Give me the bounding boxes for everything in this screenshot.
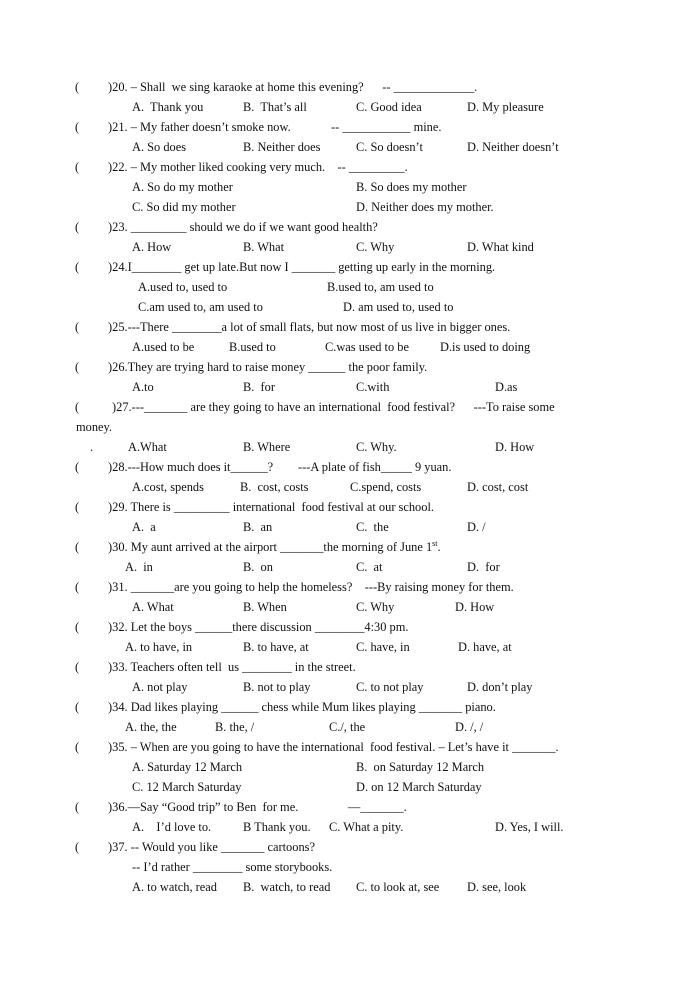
option-b: B. for [243,380,276,394]
question-21 [0,117,696,137]
question-stem: )24.I________ get up late.But now I _______ getting up early in the morning. [108,260,496,274]
option-b: B. That’s all [243,100,307,114]
option-c: C. Why [356,600,395,614]
option-c: C. to look at, see [356,880,440,894]
stem-text: )30. My aunt arrived at the airport _______the morning of June 1 [108,540,433,554]
option-a: A. the, the [125,720,177,734]
question-27 [0,397,696,417]
option-b: B. cost, costs [240,480,309,494]
options-row [0,197,696,217]
option-d: D. How [495,440,535,454]
option-b: B.used to, am used to [327,280,434,294]
option-a: A. Thank you [132,100,204,114]
question-stem: )21. – My father doesn’t smoke now. -- ___________ mine. [108,120,442,134]
option-a: A.cost, spends [132,480,204,494]
answer-blank: ( [75,580,80,594]
question-20 [0,77,696,97]
answer-blank: ( [75,80,80,94]
option-a: A. not play [132,680,188,694]
option-c: C. Why. [356,440,397,454]
option-b: B. Where [243,440,291,454]
option-a: A.to [132,380,154,394]
option-d: D.is used to doing [440,340,531,354]
question-stem: )36.—Say “Good trip” to Ben for me. —_______. [108,800,407,814]
options-row [0,817,696,837]
options-row [0,477,696,497]
option-d: D. / [467,520,486,534]
answer-blank: ( [75,840,80,854]
option-a: A. What [132,600,174,614]
question-37 [0,837,696,857]
superscript: st [432,538,438,548]
reply-line: -- I’d rather ________ some storybooks. [132,860,333,874]
option-d: D. What kind [467,240,534,254]
question-26 [0,357,696,377]
answer-blank: ( [75,540,80,554]
question-30 [0,537,696,557]
option-a: A.used to, used to [138,280,228,294]
option-b: B. What [243,240,285,254]
answer-blank: ( [75,660,80,674]
question-34 [0,697,696,717]
question-stem-second-line [0,857,696,877]
stray-dot: . [90,440,94,454]
option-d: D. for [467,560,500,574]
question-33 [0,657,696,677]
option-d: D. Yes, I will. [495,820,564,834]
option-c: C./, the [329,720,366,734]
question-stem: )34. Dad likes playing ______ chess while Mum likes playing _______ piano. [108,700,496,714]
options-row [0,637,696,657]
question-28 [0,457,696,477]
option-c: C. Good idea [356,100,422,114]
question-stem: )27.---_______ are they going to have an international food festival? ---To raise some [112,400,555,414]
question-stem: )32. Let the boys ______there discussion ________4:30 pm. [108,620,409,634]
option-d: D. /, / [455,720,484,734]
option-d: D. see, look [467,880,527,894]
option-c: C.am used to, am used to [138,300,263,314]
answer-blank: ( [75,740,80,754]
option-d: D. How [455,600,495,614]
option-a: A. to watch, read [132,880,217,894]
option-a: A. I’d love to. [132,820,212,834]
answer-blank: ( [75,120,80,134]
option-c: C. So doesn’t [356,140,423,154]
option-c: C. the [356,520,389,534]
option-d: D. My pleasure [467,100,544,114]
answer-blank: ( [75,700,80,714]
options-row [0,237,696,257]
option-d: D. on 12 March Saturday [356,780,482,794]
options-row [0,517,696,537]
answer-blank: ( [75,260,80,274]
question-stem [108,537,441,557]
option-a: A. So does [132,140,187,154]
option-b: B. Neither does [243,140,321,154]
question-stem: )20. – Shall we sing karaoke at home this evening? -- _____________. [108,80,478,94]
option-c: C. at [356,560,383,574]
question-stem-wrap [0,417,696,437]
option-b: B Thank you. [243,820,311,834]
option-c: C. What a pity. [329,820,404,834]
question-stem: )37. -- Would you like _______ cartoons? [108,840,315,854]
question-25 [0,317,696,337]
options-row [0,277,696,297]
answer-blank: ( [75,320,80,334]
option-d: D. Neither does my mother. [356,200,494,214]
option-d: D.as [495,380,518,394]
options-row [0,677,696,697]
question-stem: )25.---There ________a lot of small flats, but now most of us live in bigger ones. [108,320,511,334]
question-32 [0,617,696,637]
option-b: B. watch, to read [243,880,331,894]
question-29 [0,497,696,517]
option-d: D. Neither doesn’t [467,140,559,154]
stem-end: . [437,540,441,554]
question-stem: )29. There is _________ international food festival at our school. [108,500,434,514]
options-row [0,337,696,357]
options-row [0,777,696,797]
options-row [0,597,696,617]
question-stem: )23. _________ should we do if we want good health? [108,220,378,234]
question-stem: )31. _______are you going to help the homeless? ---By raising money for them. [108,580,514,594]
option-c: C. So did my mother [132,200,236,214]
option-c: C. Why [356,240,395,254]
question-22 [0,157,696,177]
option-a: A. How [132,240,172,254]
option-b: B. the, / [215,720,255,734]
option-b: B. When [243,600,287,614]
question-stem: )26.They are trying hard to raise money ______ the poor family. [108,360,428,374]
answer-blank: ( [75,360,80,374]
question-36 [0,797,696,817]
options-row [0,297,696,317]
options-row [0,377,696,397]
question-stem-continued: money. [76,420,113,434]
option-b: B. So does my mother [356,180,467,194]
options-row [0,177,696,197]
question-stem: )22. – My mother liked cooking very much. -- _________. [108,160,408,174]
option-d: D. have, at [458,640,512,654]
option-a: A. Saturday 12 March [132,760,243,774]
option-a: A. in [125,560,153,574]
option-b: B. to have, at [243,640,309,654]
option-a: A. to have, in [125,640,193,654]
answer-blank: ( [75,800,80,814]
option-a: A.What [128,440,167,454]
options-row [0,557,696,577]
option-c: C.with [356,380,390,394]
option-c: C.spend, costs [350,480,422,494]
question-stem: )35. – When are you going to have the international food festival. – Let’s have it _______. [108,740,559,754]
options-row [0,437,696,457]
answer-blank: ( [75,460,80,474]
option-c: C. to not play [356,680,424,694]
option-b: B. not to play [243,680,311,694]
option-b: B. on [243,560,273,574]
question-31 [0,577,696,597]
question-24 [0,257,696,277]
options-row [0,97,696,117]
question-35 [0,737,696,757]
option-c: C. have, in [356,640,410,654]
options-row [0,137,696,157]
option-a: A.used to be [132,340,195,354]
option-d: D. cost, cost [467,480,529,494]
options-row [0,877,696,897]
option-a: A. a [132,520,156,534]
answer-blank: ( [75,160,80,174]
answer-blank: ( [75,220,80,234]
option-c: C. 12 March Saturday [132,780,242,794]
answer-blank: ( [75,620,80,634]
option-c: C.was used to be [325,340,409,354]
option-d: D. am used to, used to [343,300,454,314]
option-b: B.used to [229,340,276,354]
question-stem: )28.---How much does it______? ---A plate of fish_____ 9 yuan. [108,460,452,474]
answer-blank: ( [75,400,80,414]
options-row [0,717,696,737]
option-a: A. So do my mother [132,180,233,194]
option-b: B. an [243,520,273,534]
question-23 [0,217,696,237]
answer-blank: ( [75,500,80,514]
option-d: D. don’t play [467,680,533,694]
question-stem: )33. Teachers often tell us ________ in the street. [108,660,356,674]
options-row [0,757,696,777]
option-b: B. on Saturday 12 March [356,760,485,774]
